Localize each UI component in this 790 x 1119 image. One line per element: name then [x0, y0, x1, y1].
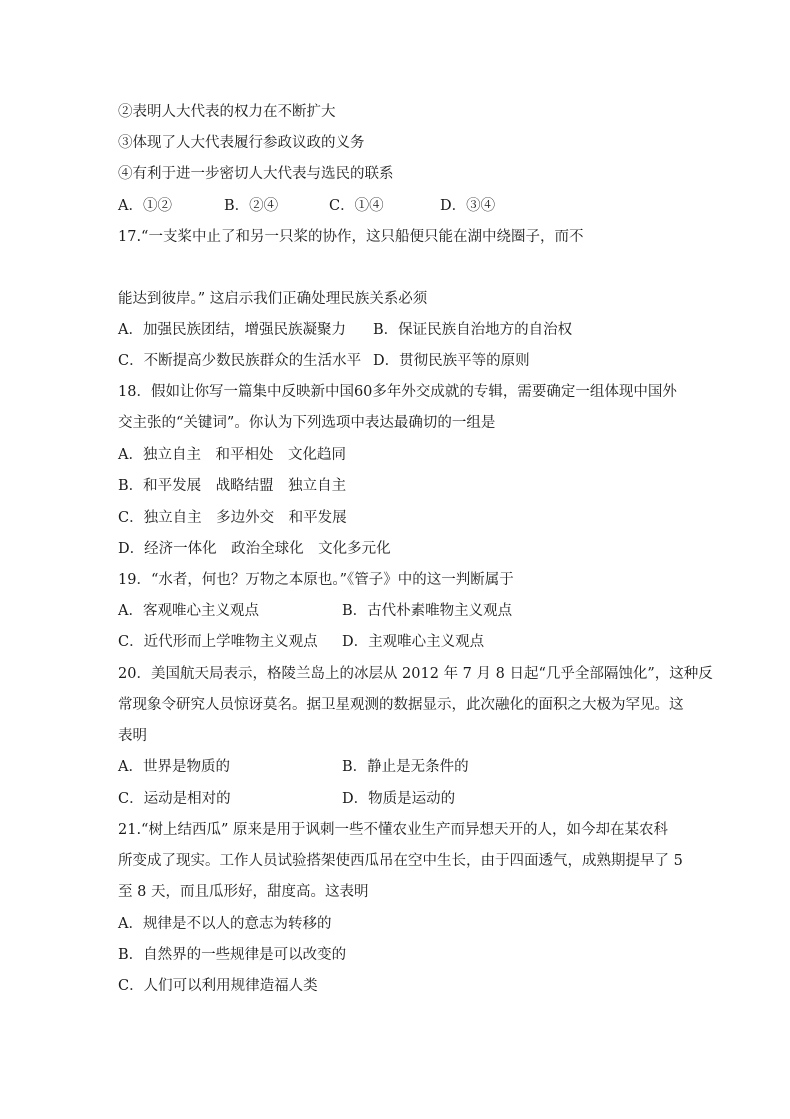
q20-option-b: B．静止是无条件的: [342, 759, 469, 775]
q21-option-c: C．人们可以利用规律造福人类: [118, 978, 318, 994]
q20-option-c: C．运动是相对的: [118, 791, 231, 807]
q20-option-d: D．物质是运动的: [342, 791, 456, 807]
q16-option-b: B．②④: [224, 198, 279, 214]
q20-stem-line-1: 20．美国航天局表示，格陵兰岛上的冰层从 2012 年 7 月 8 日起“几乎全部隔蚀化”，这种反: [118, 666, 713, 682]
q18-stem-line-1: 18．假如让你写一篇集中反映新中国60多年外交成就的专辑，需要确定一组体现中国外: [118, 384, 677, 400]
statement-4: ④有利于进一步密切人大代表与选民的联系: [118, 166, 394, 182]
statement-2: ②表明人大代表的权力在不断扩大: [118, 104, 336, 120]
q19-option-c: C．近代形而上学唯物主义观点: [118, 634, 318, 650]
q18-option-b: B．和平发展 战略结盟 独立自主: [118, 478, 347, 494]
q17-option-a: A．加强民族团结，增强民族凝聚力: [118, 322, 346, 338]
q18-stem-line-2: 交主张的“关键词”。你认为下列选项中表达最确切的一组是: [118, 415, 496, 431]
q21-option-b: B．自然界的一些规律是可以改变的: [118, 947, 347, 963]
q16-option-c: C．①④: [329, 198, 384, 214]
q19-option-d: D．主观唯心主义观点: [342, 634, 485, 650]
q20-stem-line-3: 表明: [118, 728, 147, 744]
q17-stem-line-2: 能达到彼岸。” 这启示我们正确处理民族关系必须: [118, 291, 428, 307]
q20-stem-line-2: 常现象令研究人员惊讶莫名。据卫星观测的数据显示，此次融化的面积之大极为罕见。这: [118, 697, 684, 713]
q17-option-b: B．保证民族自治地方的自治权: [373, 322, 573, 338]
q17-option-d: D．贯彻民族平等的原则: [373, 353, 530, 369]
q19-stem: 19．“水者，何也？万物之本原也。”《管子》中的这一判断属于: [118, 572, 514, 588]
q18-option-d: D．经济一体化 政治全球化 文化多元化: [118, 541, 391, 557]
q21-stem-line-3: 至 8 天，而且瓜形好，甜度高。这表明: [118, 884, 369, 900]
q19-option-b: B．古代朴素唯物主义观点: [342, 603, 513, 619]
q18-option-a: A．独立自主 和平相处 文化趋同: [118, 447, 346, 463]
q19-option-a: A．客观唯心主义观点: [118, 603, 259, 619]
q17-stem-line-1: 17.“一支桨中止了和另一只桨的协作，这只船便只能在湖中绕圈子，而不: [118, 229, 584, 245]
statement-3: ③体现了人大代表履行参政议政的义务: [118, 135, 365, 151]
q18-option-c: C．独立自主 多边外交 和平发展: [118, 510, 347, 526]
q21-option-a: A．规律是不以人的意志为转移的: [118, 916, 332, 932]
q21-stem-line-1: 21.“树上结西瓜” 原来是用于讽刺一些不懂农业生产而异想天开的人，如今却在某农科: [118, 822, 668, 838]
q16-option-a: A．①②: [118, 198, 172, 214]
q16-option-d: D．③④: [440, 198, 496, 214]
q20-option-a: A．世界是物质的: [118, 759, 230, 775]
q17-option-c: C．不断提高少数民族群众的生活水平: [118, 353, 362, 369]
q21-stem-line-2: 所变成了现实。工作人员试验搭架使西瓜吊在空中生长，由于四面透气，成熟期提早了 5: [118, 853, 683, 869]
